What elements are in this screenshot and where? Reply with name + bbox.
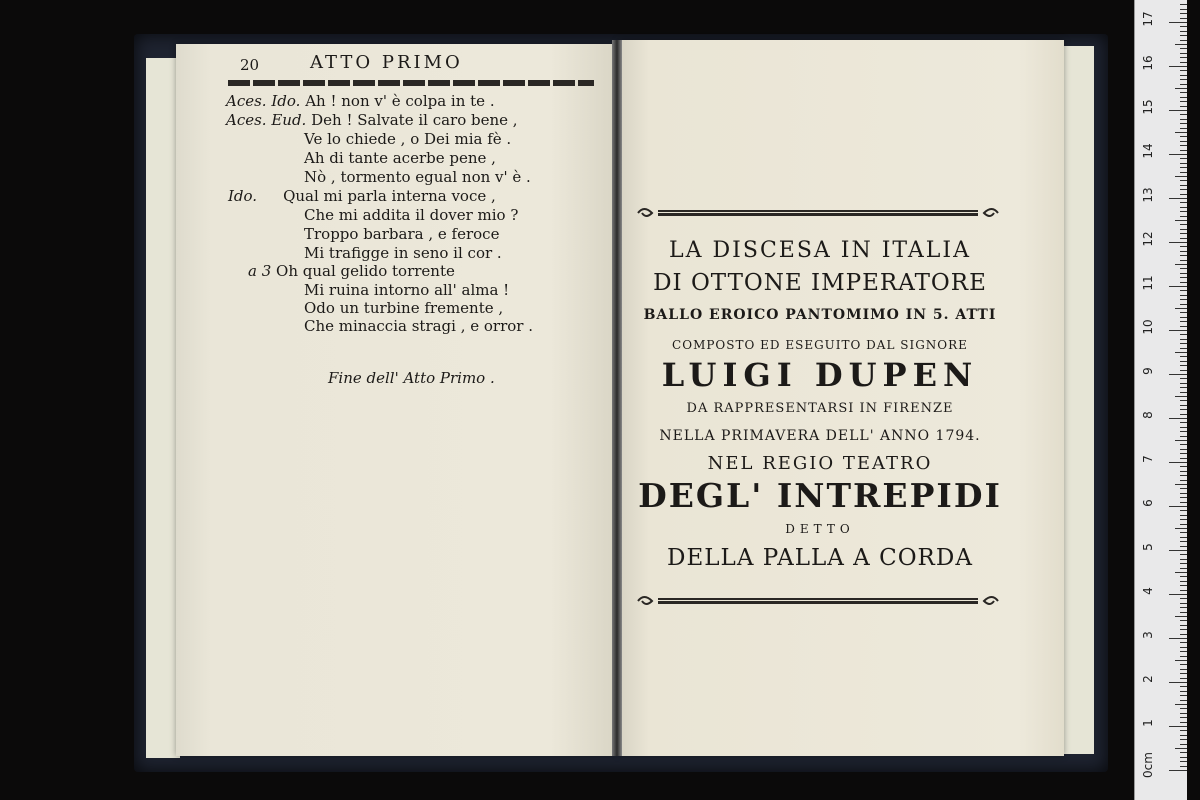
ruler-tick: [1180, 568, 1187, 569]
ruler-tick: [1180, 405, 1187, 406]
right-endpaper: [1062, 46, 1094, 754]
ruler-tick: [1180, 695, 1187, 696]
theatre-name: DEGL' INTREPIDI: [638, 476, 1002, 515]
title-line-4: COMPOSTO ED ESEGUITO DAL SIGNORE: [672, 338, 968, 352]
ruler-tick: [1180, 554, 1187, 555]
ruler-tick: [1169, 22, 1187, 23]
ruler-tick: [1180, 576, 1187, 577]
ruler-tick: [1180, 9, 1187, 10]
ruler-tick: [1175, 704, 1187, 705]
ruler-tick: [1180, 722, 1187, 723]
ruler-tick: [1180, 255, 1187, 256]
ruler-tick: [1180, 295, 1187, 296]
verse-line: Mi ruina intorno all' alma !: [304, 281, 510, 299]
ruler-tick: [1180, 356, 1187, 357]
ruler-tick: [1180, 167, 1187, 168]
ruler-tick: [1180, 31, 1187, 32]
ruler-tick: [1169, 550, 1187, 551]
ruler-number: 7: [1141, 455, 1155, 463]
ruler-tick: [1180, 766, 1187, 767]
ruler-tick: [1180, 273, 1187, 274]
ruler-tick: [1180, 581, 1187, 582]
ruler-tick: [1180, 669, 1187, 670]
verse-line: Ido. Qual mi parla interna voce ,: [228, 187, 496, 205]
ruler-tick: [1180, 106, 1187, 107]
ruler-tick: [1180, 348, 1187, 349]
ruler-tick: [1180, 387, 1187, 388]
ruler-tick: [1180, 524, 1187, 525]
ruler-tick: [1169, 198, 1187, 199]
ruler-tick: [1180, 189, 1187, 190]
ruler-tick: [1175, 748, 1187, 749]
ruler-tick: [1175, 440, 1187, 441]
ruler-tick: [1175, 264, 1187, 265]
ruler-tick: [1180, 260, 1187, 261]
ruler-tick: [1180, 409, 1187, 410]
ruler-tick: [1175, 220, 1187, 221]
page-number: 20: [240, 56, 260, 74]
title-line-1: LA DISCESA IN ITALIA: [669, 238, 971, 263]
ruler-tick: [1180, 502, 1187, 503]
ruler-tick: [1180, 35, 1187, 36]
ruler-tick: [1175, 88, 1187, 89]
ruler-tick: [1180, 53, 1187, 54]
ruler-tick: [1180, 40, 1187, 41]
ruler-tick: [1180, 436, 1187, 437]
ruler-number: 17: [1141, 11, 1155, 27]
ruler-tick: [1169, 286, 1187, 287]
ruler-tick: [1180, 642, 1187, 643]
ruler-tick: [1169, 726, 1187, 727]
ruler-tick: [1180, 101, 1187, 102]
verse-line: Mi trafigge in seno il cor .: [304, 244, 502, 262]
ruler-tick: [1175, 528, 1187, 529]
ruler-tick: [1180, 229, 1187, 230]
ruler-tick: [1180, 128, 1187, 129]
ruler-tick: [1180, 656, 1187, 657]
ruler-tick: [1180, 471, 1187, 472]
ruler-tick: [1180, 444, 1187, 445]
ruler-tick: [1180, 312, 1187, 313]
ruler-tick: [1180, 326, 1187, 327]
ruler-number: 16: [1141, 55, 1155, 71]
ruler-tick: [1180, 321, 1187, 322]
ruler-tick: [1169, 66, 1187, 67]
ruler-tick: [1180, 493, 1187, 494]
ruler-tick: [1180, 141, 1187, 142]
ruler-tick: [1180, 532, 1187, 533]
ruler-tick: [1175, 132, 1187, 133]
ruler-number: 13: [1141, 187, 1155, 203]
title-line-8: NEL REGIO TEATRO: [707, 453, 933, 474]
ruler-tick: [1180, 194, 1187, 195]
ruler-tick: [1180, 365, 1187, 366]
ruler-tick: [1169, 682, 1187, 683]
ruler-tick: [1180, 466, 1187, 467]
ruler-tick: [1180, 383, 1187, 384]
ruler-tick: [1180, 546, 1187, 547]
ruler-tick: [1169, 374, 1187, 375]
ruler-number: 12: [1141, 231, 1155, 247]
ruler-tick: [1180, 510, 1187, 511]
ruler-tick: [1180, 158, 1187, 159]
ruler-tick: [1180, 757, 1187, 758]
measuring-ruler: [1134, 0, 1187, 800]
ruler-tick: [1169, 506, 1187, 507]
ruler-tick: [1180, 251, 1187, 252]
left-endpaper: [146, 58, 180, 758]
ruler-tick: [1169, 242, 1187, 243]
verse-line: Che minaccia stragi , e orror .: [304, 317, 534, 335]
ruler-tick: [1180, 752, 1187, 753]
ruler-tick: [1180, 114, 1187, 115]
ruler-tick: [1180, 216, 1187, 217]
ruler-tick: [1180, 233, 1187, 234]
ruler-tick: [1180, 400, 1187, 401]
ruler-number: 5: [1141, 543, 1155, 551]
ruler-tick: [1180, 290, 1187, 291]
ruler-tick: [1180, 370, 1187, 371]
ruler-tick: [1180, 607, 1187, 608]
ruler-tick: [1175, 396, 1187, 397]
ruler-tick: [1180, 678, 1187, 679]
ruler-tick: [1180, 625, 1187, 626]
ruler-tick: [1180, 744, 1187, 745]
title-line-7: NELLA PRIMAVERA DELL' ANNO 1794.: [659, 428, 981, 444]
running-head: ATTO PRIMO: [310, 52, 463, 73]
ornament-bottom: [636, 594, 1000, 608]
ruler-tick: [1180, 246, 1187, 247]
ruler-tick: [1180, 238, 1187, 239]
ruler-number: 14: [1141, 143, 1155, 159]
ruler-tick: [1180, 422, 1187, 423]
ruler-tick: [1180, 427, 1187, 428]
ruler-tick: [1180, 136, 1187, 137]
ruler-tick: [1180, 48, 1187, 49]
ruler-tick: [1180, 717, 1187, 718]
ruler-tick: [1180, 62, 1187, 63]
verse-line: Ve lo chiede , o Dei mia fè .: [304, 130, 512, 148]
ruler-tick: [1175, 616, 1187, 617]
ruler-tick: [1180, 519, 1187, 520]
title-line-11: DELLA PALLA A CORDA: [667, 545, 973, 571]
book-gutter: [612, 40, 622, 756]
ruler-number: 9: [1141, 367, 1155, 375]
ruler-tick: [1180, 559, 1187, 560]
ruler-tick: [1180, 150, 1187, 151]
act-end-note: Fine dell' Atto Primo .: [328, 369, 495, 387]
ruler-tick: [1180, 651, 1187, 652]
ruler-tick: [1180, 497, 1187, 498]
ruler-tick: [1180, 629, 1187, 630]
ruler-tick: [1180, 207, 1187, 208]
author-name: LUIGI DUPEN: [661, 356, 979, 394]
ruler-tick: [1180, 26, 1187, 27]
ruler-tick: [1180, 475, 1187, 476]
ornament-top: [636, 206, 1000, 220]
ruler-tick: [1175, 572, 1187, 573]
ruler-number: 15: [1141, 99, 1155, 115]
ruler-tick: [1180, 585, 1187, 586]
ruler-tick: [1175, 44, 1187, 45]
ruler-tick: [1180, 343, 1187, 344]
verse-line: Aces. Eud. Deh ! Salvate il caro bene ,: [226, 111, 518, 129]
right-page: [618, 40, 1064, 756]
ruler-tick: [1180, 414, 1187, 415]
ruler-tick: [1180, 299, 1187, 300]
title-line-2: DI OTTONE IMPERATORE: [653, 270, 987, 296]
ruler-tick: [1180, 79, 1187, 80]
ruler-tick: [1180, 202, 1187, 203]
ruler-number: 1: [1141, 719, 1155, 727]
ruler-tick: [1180, 70, 1187, 71]
ruler-tick: [1180, 282, 1187, 283]
ruler-tick: [1180, 18, 1187, 19]
ruler-unit-label: 0cm: [1141, 752, 1155, 778]
title-line-6: DA RAPPRESENTARSI IN FIRENZE: [686, 401, 954, 416]
ruler-tick: [1180, 590, 1187, 591]
ruler-tick: [1175, 660, 1187, 661]
verse-line: Odo un turbine fremente ,: [304, 299, 504, 317]
ruler-tick: [1180, 123, 1187, 124]
ruler-tick: [1180, 735, 1187, 736]
ruler-tick: [1180, 458, 1187, 459]
ruler-tick: [1180, 761, 1187, 762]
ruler-tick: [1180, 708, 1187, 709]
ruler-tick: [1180, 537, 1187, 538]
ruler-tick: [1180, 339, 1187, 340]
ruler-tick: [1180, 92, 1187, 93]
verse-line: Aces. Ido. Ah ! non v' è colpa in te .: [226, 92, 495, 110]
ruler-tick: [1180, 163, 1187, 164]
ruler-tick: [1180, 4, 1187, 5]
ruler-tick: [1180, 563, 1187, 564]
ruler-tick: [1180, 598, 1187, 599]
ruler-number: 6: [1141, 499, 1155, 507]
ruler-tick: [1180, 334, 1187, 335]
ruler-number: 11: [1141, 275, 1155, 291]
ruler-tick: [1180, 480, 1187, 481]
ruler-tick: [1180, 75, 1187, 76]
ruler-number: 8: [1141, 411, 1155, 419]
ruler-tick: [1180, 392, 1187, 393]
ruler-tick: [1180, 673, 1187, 674]
ruler-tick: [1180, 713, 1187, 714]
title-line-10: DETTO: [785, 522, 855, 536]
ruler-tick: [1180, 488, 1187, 489]
ruler-tick: [1169, 638, 1187, 639]
ruler-tick: [1169, 110, 1187, 111]
ruler-tick: [1180, 541, 1187, 542]
ruler-tick: [1180, 431, 1187, 432]
ruler-tick: [1175, 176, 1187, 177]
ruler-tick: [1180, 304, 1187, 305]
ruler-tick: [1180, 180, 1187, 181]
ruler-tick: [1180, 172, 1187, 173]
ruler-tick: [1180, 317, 1187, 318]
ruler-tick: [1180, 361, 1187, 362]
ruler-tick: [1180, 378, 1187, 379]
ruler-number: 3: [1141, 631, 1155, 639]
ruler-tick: [1180, 664, 1187, 665]
ruler-tick: [1175, 484, 1187, 485]
ruler-tick: [1180, 57, 1187, 58]
ruler-tick: [1180, 453, 1187, 454]
ruler-tick: [1180, 84, 1187, 85]
verse-line: Ah di tante acerbe pene ,: [304, 149, 496, 167]
verse-line: a 3 Oh qual gelido torrente: [248, 262, 455, 280]
ruler-tick: [1169, 418, 1187, 419]
ruler-tick: [1169, 154, 1187, 155]
ruler-tick: [1180, 224, 1187, 225]
ruler-tick: [1180, 211, 1187, 212]
header-rule: [228, 80, 594, 86]
ruler-tick: [1180, 686, 1187, 687]
ruler-tick: [1169, 330, 1187, 331]
ruler-tick: [1180, 634, 1187, 635]
ruler-number: 10: [1141, 319, 1155, 335]
ruler-tick: [1180, 647, 1187, 648]
verse-line: Troppo barbara , e feroce: [304, 225, 500, 243]
ruler-tick: [1180, 449, 1187, 450]
ruler-tick: [1180, 277, 1187, 278]
ruler-tick: [1180, 145, 1187, 146]
ruler-tick: [1169, 594, 1187, 595]
title-line-3: BALLO EROICO PANTOMIMO IN 5. ATTI: [643, 307, 997, 323]
ruler-number: 2: [1141, 675, 1155, 683]
verse-line: Che mi addita il dover mio ?: [304, 206, 519, 224]
ruler-tick: [1180, 700, 1187, 701]
ruler-tick: [1180, 185, 1187, 186]
ruler-tick: [1180, 268, 1187, 269]
ruler-tick: [1180, 730, 1187, 731]
ruler-tick: [1180, 612, 1187, 613]
ruler-tick: [1180, 739, 1187, 740]
ruler-tick: [1180, 515, 1187, 516]
ruler-tick: [1169, 770, 1187, 771]
ruler-tick: [1180, 620, 1187, 621]
ruler-tick: [1180, 119, 1187, 120]
verse-line: Nò , tormento egual non v' è .: [304, 168, 531, 186]
ruler-tick: [1180, 13, 1187, 14]
ruler-tick: [1180, 97, 1187, 98]
ruler-tick: [1175, 352, 1187, 353]
ruler-number: 4: [1141, 587, 1155, 595]
ruler-tick: [1169, 462, 1187, 463]
ruler-tick: [1180, 603, 1187, 604]
ruler-tick: [1175, 308, 1187, 309]
ruler-tick: [1180, 691, 1187, 692]
